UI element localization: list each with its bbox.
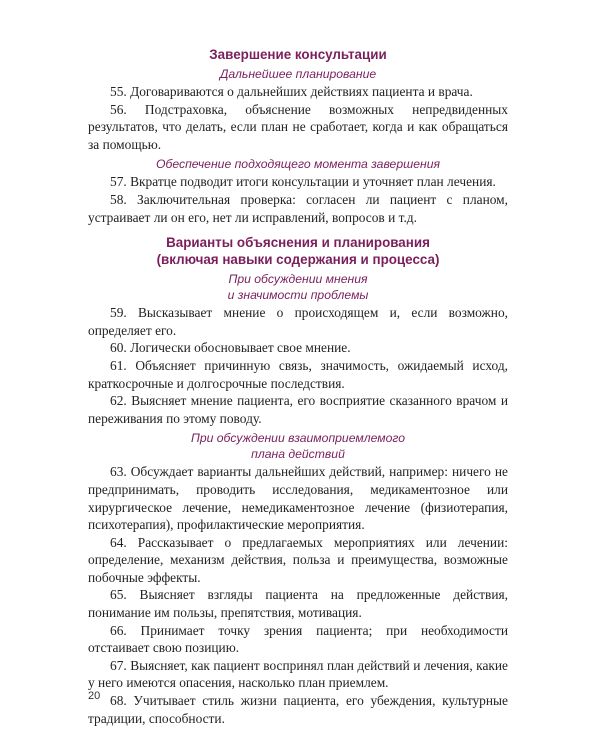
list-item: 56. Подстраховка, объяснение возможных непредвиденных результатов, что делать, если план не сработает, когда и как обращаться за помощью. xyxy=(88,101,508,152)
list-item: 59. Высказывает мнение о происходящем и, если возможно, определяет его. xyxy=(88,305,508,338)
subsection-title-line: При обсуждении взаимоприемлемого xyxy=(190,431,405,446)
list-item: 60. Логически обосновывает свое мнение. xyxy=(110,340,351,356)
list-item: 65. Выясняет взгляды пациента на предложенные действия, понимание им пользы, препятствия, мотивация. xyxy=(88,587,508,621)
list-item: 55. Договариваются о дальнейших действиях пациента и врача. xyxy=(110,84,473,99)
subsection-title-line: При обсуждении мнения xyxy=(228,272,368,287)
section-title-options xyxy=(88,234,508,268)
subsection-title-opinion xyxy=(88,271,508,303)
subsection-title-completion-moment: Обеспечение подходящего момента завершения xyxy=(156,157,440,172)
list-item: 58. Заключительная проверка: согласен ли пациент с планом, устраивает ли он его, нет ли исправлений, вопросов и т.д. xyxy=(88,191,508,225)
page-number: 20 xyxy=(88,690,101,702)
section-title-completion: Завершение консультации xyxy=(209,47,387,62)
list-item: 63. Обсуждает варианты дальнейших действий, например: ничего не предпринимать, проводить исследования, медикаментозное или хирургическое лечение, немедикаментозное лечение (физиотерапия, психотерапия), профилактические мероприятия. xyxy=(88,464,508,533)
section-title-line: Варианты объяснения и планирования xyxy=(166,235,430,251)
subsection-title-line: и значимости проблемы xyxy=(227,288,369,303)
subsection-title-action-plan xyxy=(88,430,508,462)
list-item: 64. Рассказывает о предлагаемых мероприятиях или лечении: определение, механизм действия, польза и преимущества, возможные побочные эффекты. xyxy=(88,534,508,585)
list-item: 57. Вкратце подводит итоги консультации и уточняет план лечения. xyxy=(110,174,496,190)
subsection-title-further-planning: Дальнейшее планирование xyxy=(219,67,377,81)
list-item: 62. Выясняет мнение пациента, его восприятие сказанного врачом и переживания по этому поводу. xyxy=(88,393,508,426)
page-body xyxy=(88,40,508,727)
section-title-line: (включая навыки содержания и процесса) xyxy=(156,252,440,268)
list-item: 68. Учитывает стиль жизни пациента, его убеждения, культурные традиции, способности. xyxy=(88,693,508,726)
list-item: 61. Объясняет причинную связь, значимость, ожидаемый исход, краткосрочные и долгосрочные последствия. xyxy=(88,357,508,391)
list-item: 66. Принимает точку зрения пациента; при необходимости отстаивает свою позицию. xyxy=(88,622,508,656)
subsection-title-line: плана действий xyxy=(251,447,345,462)
list-item: 67. Выясняет, как пациент воспринял план действий и лечения, какие у него имеются опасения, насколько план приемлем. xyxy=(88,657,508,691)
